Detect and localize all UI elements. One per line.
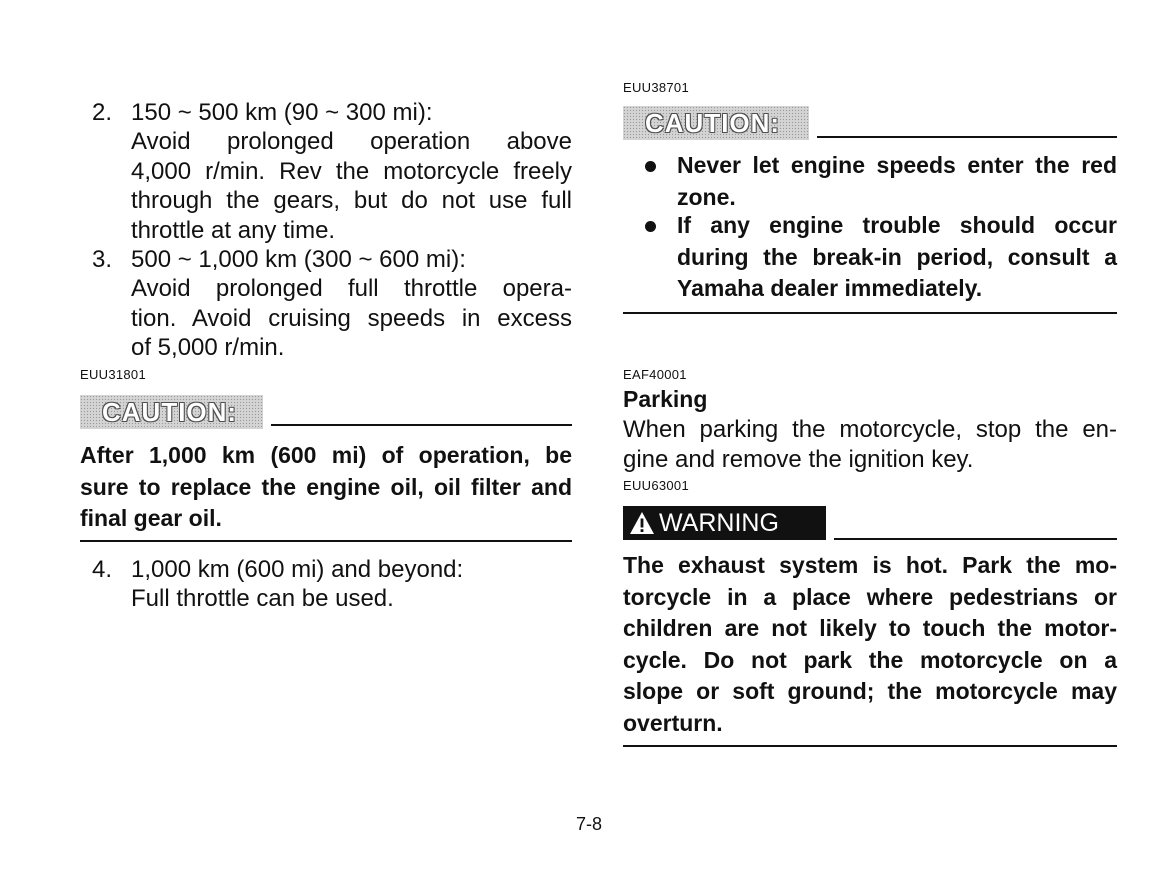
- bullet-line: during the break-in period, consult a: [677, 243, 1117, 270]
- caution-header: [80, 395, 572, 429]
- step-line: through the gears, but do not use full: [131, 187, 572, 215]
- caution-bottom-rule: [80, 540, 572, 542]
- step-heading: 500 ~ 1,000 km (300 ~ 600 mi):: [131, 246, 466, 273]
- warning-text: [623, 550, 1117, 739]
- caution-line: After 1,000 km (600 mi) of operation, be: [80, 442, 572, 468]
- caution-header: [623, 106, 1117, 140]
- section-code: EUU38701: [623, 80, 689, 95]
- parking-text: [623, 415, 1117, 475]
- caution-line: final gear oil.: [80, 505, 222, 531]
- bullet-line: Yamaha dealer immediately.: [677, 275, 983, 301]
- step-number: 4.: [92, 556, 113, 583]
- step-line: Avoid prolonged full throttle opera-: [131, 275, 572, 303]
- parking-line: gine and remove the ignition key.: [623, 446, 974, 473]
- section-code: EAF40001: [623, 367, 687, 382]
- parking-line: When parking the motorcycle, stop the en-: [623, 416, 1117, 443]
- step-line: Full throttle can be used.: [131, 585, 394, 613]
- step-line: of 5,000 r/min.: [131, 334, 285, 362]
- warning-line: overturn.: [623, 709, 723, 736]
- step-line: tion. Avoid cruising speeds in excess: [131, 304, 572, 332]
- section-code: EUU31801: [80, 367, 146, 382]
- page-number: 7-8: [576, 814, 603, 834]
- step-number: 2.: [92, 99, 113, 126]
- caution-text: [80, 440, 572, 535]
- warning-triangle-icon: [629, 511, 655, 535]
- caution-line: sure to replace the engine oil, oil filter and: [80, 473, 572, 500]
- bullet-line: Never let engine speeds enter the red: [677, 152, 1117, 178]
- warning-line: slope or soft ground; the motorcycle may: [623, 678, 1117, 704]
- step-number: 3.: [92, 246, 113, 273]
- warning-label-box: [623, 506, 826, 540]
- warning-line: children are not likely to touch the motor-: [623, 615, 1117, 641]
- bullet-line: zone.: [677, 183, 736, 210]
- warning-line: cycle. Do not park the motorcycle on a: [623, 646, 1117, 673]
- caution-header-rule: [817, 136, 1117, 138]
- section-title: Parking: [623, 386, 708, 412]
- warning-label: WARNING: [659, 509, 779, 537]
- step-line: throttle at any time.: [131, 216, 336, 244]
- warning-header-rule: [834, 538, 1117, 540]
- bullet-icon: [645, 161, 656, 172]
- warning-line: torcycle in a place where pedestrians or: [623, 583, 1117, 610]
- step-line: Avoid prolonged operation above: [131, 128, 572, 156]
- caution-label: CAUTION:: [623, 106, 809, 140]
- caution-bottom-rule: [623, 312, 1117, 314]
- warning-line: The exhaust system is hot. Park the mo-: [623, 552, 1117, 578]
- step-line: 4,000 r/min. Rev the motorcycle freely: [131, 157, 572, 185]
- step-heading: 1,000 km (600 mi) and beyond:: [131, 556, 464, 583]
- bullet-icon: [645, 221, 656, 232]
- warning-bottom-rule: [623, 745, 1117, 747]
- bullet-line: If any engine trouble should occur: [677, 212, 1117, 238]
- caution-header-rule: [271, 424, 572, 426]
- caution-label: CAUTION:: [80, 395, 263, 429]
- section-code: EUU63001: [623, 478, 689, 493]
- step-heading: 150 ~ 500 km (90 ~ 300 mi):: [131, 99, 433, 126]
